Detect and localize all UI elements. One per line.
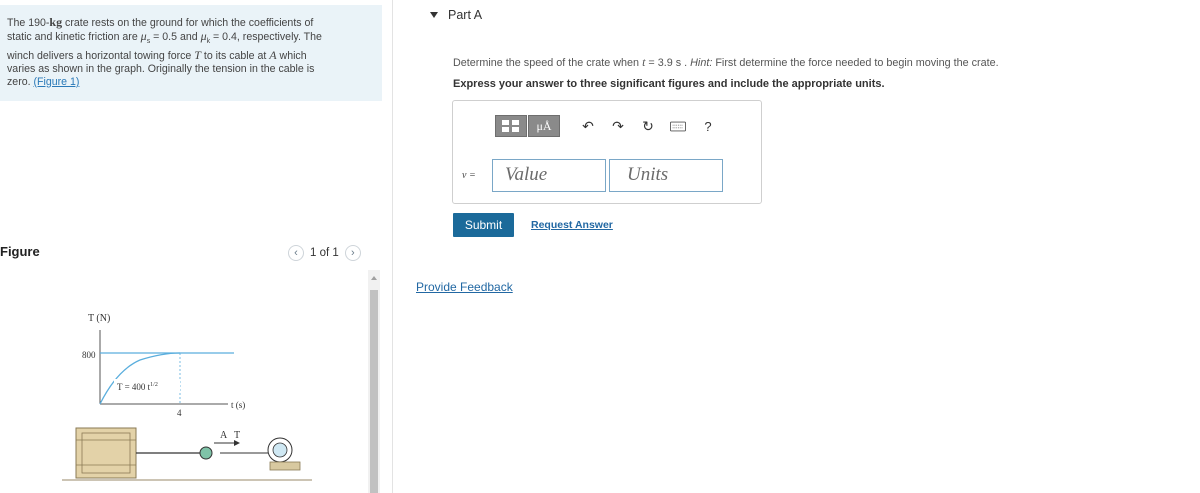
provide-feedback-link[interactable]: Provide Feedback <box>416 280 513 294</box>
force-t-label: T <box>234 430 241 441</box>
page-indicator: 1 of 1 <box>310 247 339 259</box>
figure-pager <box>288 245 361 261</box>
figure-scrollbar[interactable] <box>368 270 380 493</box>
problem-statement <box>0 5 382 101</box>
units-input[interactable]: Units <box>609 159 723 192</box>
equation-label: T = 400 $t^{1/2}$ <box>117 382 158 392</box>
keyboard-icon[interactable] <box>670 115 686 137</box>
tension-curve <box>100 353 180 404</box>
problem-line-2: static and kinetic friction are $\mu_s = 0.5$ and $\mu_k = 0.4$, respectively. The <box>7 28 322 46</box>
undo-icon[interactable]: ↶ <box>582 117 594 134</box>
answer-row <box>462 159 723 192</box>
math-toolbar <box>495 115 716 137</box>
panel-divider <box>392 0 393 493</box>
units-symbol-button[interactable]: μÅ <box>528 115 560 137</box>
answer-instruction: Express your answer to three significant figures and include the appropriate units. <box>453 78 885 90</box>
figure-title: Figure <box>0 244 40 259</box>
y-axis-label: T (N) <box>88 313 111 324</box>
help-button[interactable]: ? <box>704 118 712 134</box>
pulley-a <box>200 447 212 459</box>
x-tick-label: 4 <box>177 408 182 418</box>
crate <box>76 428 136 478</box>
chevron-right-icon[interactable]: › <box>345 245 361 261</box>
problem-line-3: winch delivers a horizontal towing force T to its cable at A which <box>7 47 307 62</box>
submit-button[interactable]: Submit <box>453 213 514 237</box>
request-answer-link[interactable]: Request Answer <box>531 219 613 231</box>
part-a-label: Part A <box>448 8 483 22</box>
reset-icon[interactable]: ↻ <box>642 117 654 134</box>
x-axis-label: t (s) <box>231 400 246 410</box>
scroll-up-icon[interactable] <box>371 276 377 280</box>
point-a-label: A <box>220 430 228 441</box>
value-input[interactable]: Value <box>492 159 606 192</box>
problem-line-4: varies as shown in the graph. Originally the tension in the cable is <box>7 62 315 75</box>
figure-link[interactable]: (Figure 1) <box>33 75 80 88</box>
chevron-left-icon[interactable]: ‹ <box>288 245 304 261</box>
answer-box <box>452 100 762 204</box>
y-tick-label: 800 <box>82 350 96 360</box>
answer-variable-label: v = <box>462 170 476 181</box>
template-grid-icon[interactable] <box>495 115 527 137</box>
problem-line-1: The 190-kg crate rests on the ground for which the coefficients of <box>7 15 314 29</box>
part-a-header[interactable] <box>430 8 482 22</box>
problem-line-5: zero. (Figure 1) <box>7 75 80 88</box>
redo-icon[interactable]: ↷ <box>612 117 624 134</box>
question-text: Determine the speed of the crate when t = 3.9 s . Hint: First determine the force needed to begin moving the crate. <box>453 55 999 69</box>
figure-diagram <box>62 300 312 493</box>
scroll-thumb[interactable] <box>370 290 378 493</box>
collapse-triangle-icon[interactable] <box>430 12 438 18</box>
